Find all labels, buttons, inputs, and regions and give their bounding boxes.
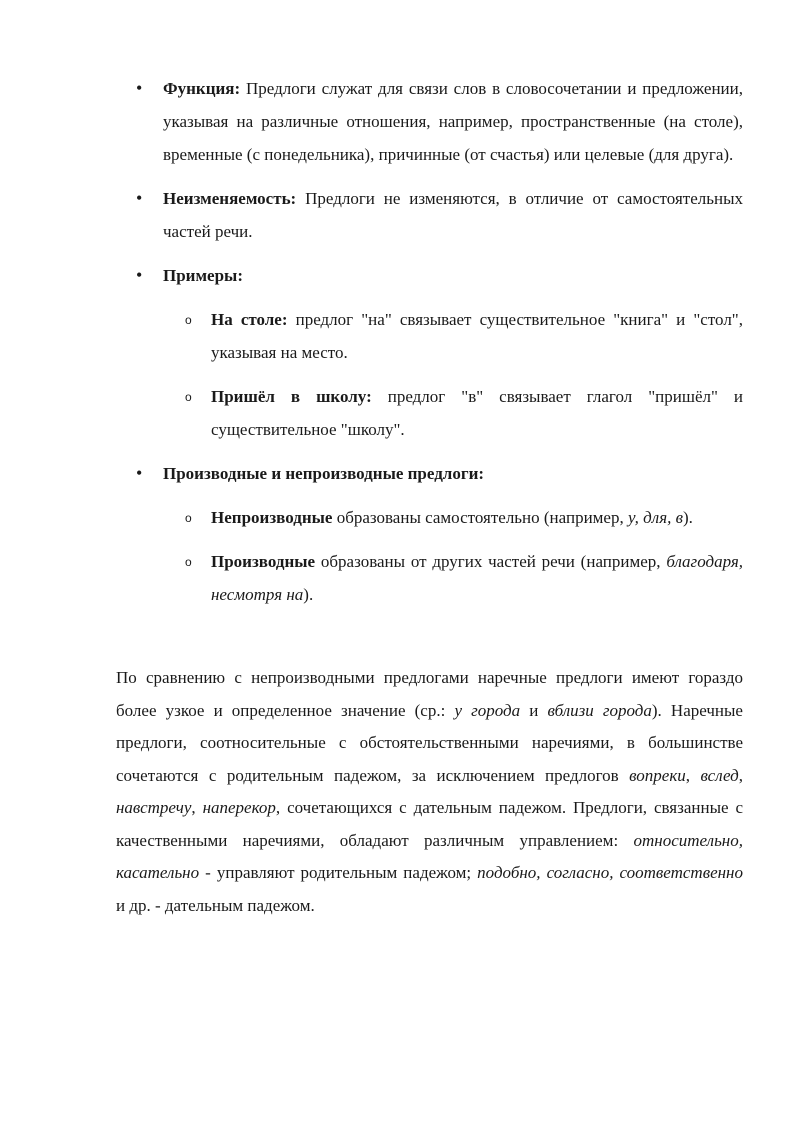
sublist-item: [163, 303, 743, 369]
list-item-function: [116, 72, 743, 171]
item-title: Функция:: [163, 79, 241, 98]
subitem-title: Пришёл в школу:: [211, 387, 372, 406]
paragraph-example: подобно, согласно, соответственно: [477, 863, 743, 882]
subitem-title: На столе:: [211, 310, 288, 329]
sub-bullet-marker: o: [185, 511, 192, 525]
subitem-text: ).: [303, 585, 314, 604]
paragraph-example: вблизи города: [547, 700, 652, 720]
bullet-marker: •: [136, 463, 143, 483]
examples-sublist: [163, 303, 743, 446]
paragraph-text: ). Наречные предлоги, соотносительные с обстоятельственными наречиями, в большинстве сочетаются с родительным падежом, за исключением предлогов: [116, 700, 743, 785]
subitem-text: образованы от других частей речи (например,: [315, 552, 667, 571]
subitem-example: у, для, в: [627, 508, 683, 527]
sub-bullet-marker: o: [185, 390, 192, 404]
item-text: Предлоги служат для связи слов в словосочетании и предложении, указывая на различные отношения, например, пространственные (на столе), временные (с понедельника), причинные (от счастья) или целевые (для друга).: [163, 79, 743, 164]
derived-sublist: [163, 501, 743, 611]
bullet-marker: •: [136, 78, 143, 98]
sublist-item: [163, 545, 743, 611]
subitem-example: благодаря, несмотря на: [211, 552, 743, 604]
item-title: Неизменяемость:: [163, 189, 297, 208]
paragraph-example: относительно, касательно: [116, 830, 743, 882]
list-item-immutability: [116, 182, 743, 248]
item-title: Производные и непроизводные предлоги:: [163, 464, 485, 483]
subitem-title: Производные: [211, 552, 316, 571]
main-bullet-list: [116, 72, 743, 622]
item-title: Примеры:: [163, 266, 243, 285]
subitem-text: ).: [682, 508, 693, 527]
sub-bullet-marker: o: [185, 313, 192, 327]
paragraph-example: вопреки: [629, 765, 686, 785]
list-item-derived: [116, 457, 743, 611]
paragraph-text: ,: [738, 765, 744, 785]
sublist-item: [163, 501, 743, 534]
bullet-marker: •: [136, 265, 143, 285]
paragraph-text: и др. - дательным падежом.: [116, 895, 315, 915]
paragraph-text: ,: [685, 765, 701, 785]
paragraph-text: По сравнению с непроизводными предлогами наречные предлоги имеют гораздо более узкое и определенное значение (ср.:: [116, 668, 743, 720]
sub-bullet-marker: o: [185, 555, 192, 569]
list-item-examples: [116, 259, 743, 446]
paragraph-example: вслед: [700, 765, 739, 785]
subitem-text: образованы самостоятельно (например,: [332, 508, 628, 527]
paragraph-example: наперекор: [202, 798, 276, 817]
sublist-item: [163, 380, 743, 446]
subitem-text: предлог "на" связывает существительное "книга" и "стол", указывая на место.: [211, 310, 743, 362]
subitem-title: Непроизводные: [211, 508, 333, 527]
paragraph-text: , сочетающихся с дательным падежом. Предлоги, связанные с качественными наречиями, обладают различным управлением:: [116, 798, 744, 850]
paragraph-text: ,: [191, 798, 203, 817]
paragraph-text: и: [520, 700, 548, 720]
item-text: Предлоги не изменяются, в отличие от самостоятельных частей речи.: [163, 189, 743, 241]
paragraph-example: у города: [454, 700, 521, 720]
paragraph-text: - управляют родительным падежом;: [199, 863, 478, 882]
bullet-marker: •: [136, 188, 143, 208]
subitem-text: предлог "в" связывает глагол "пришёл" и существительное "школу".: [211, 387, 743, 439]
body-paragraph: [116, 662, 743, 922]
paragraph-example: навстречу: [116, 798, 192, 817]
